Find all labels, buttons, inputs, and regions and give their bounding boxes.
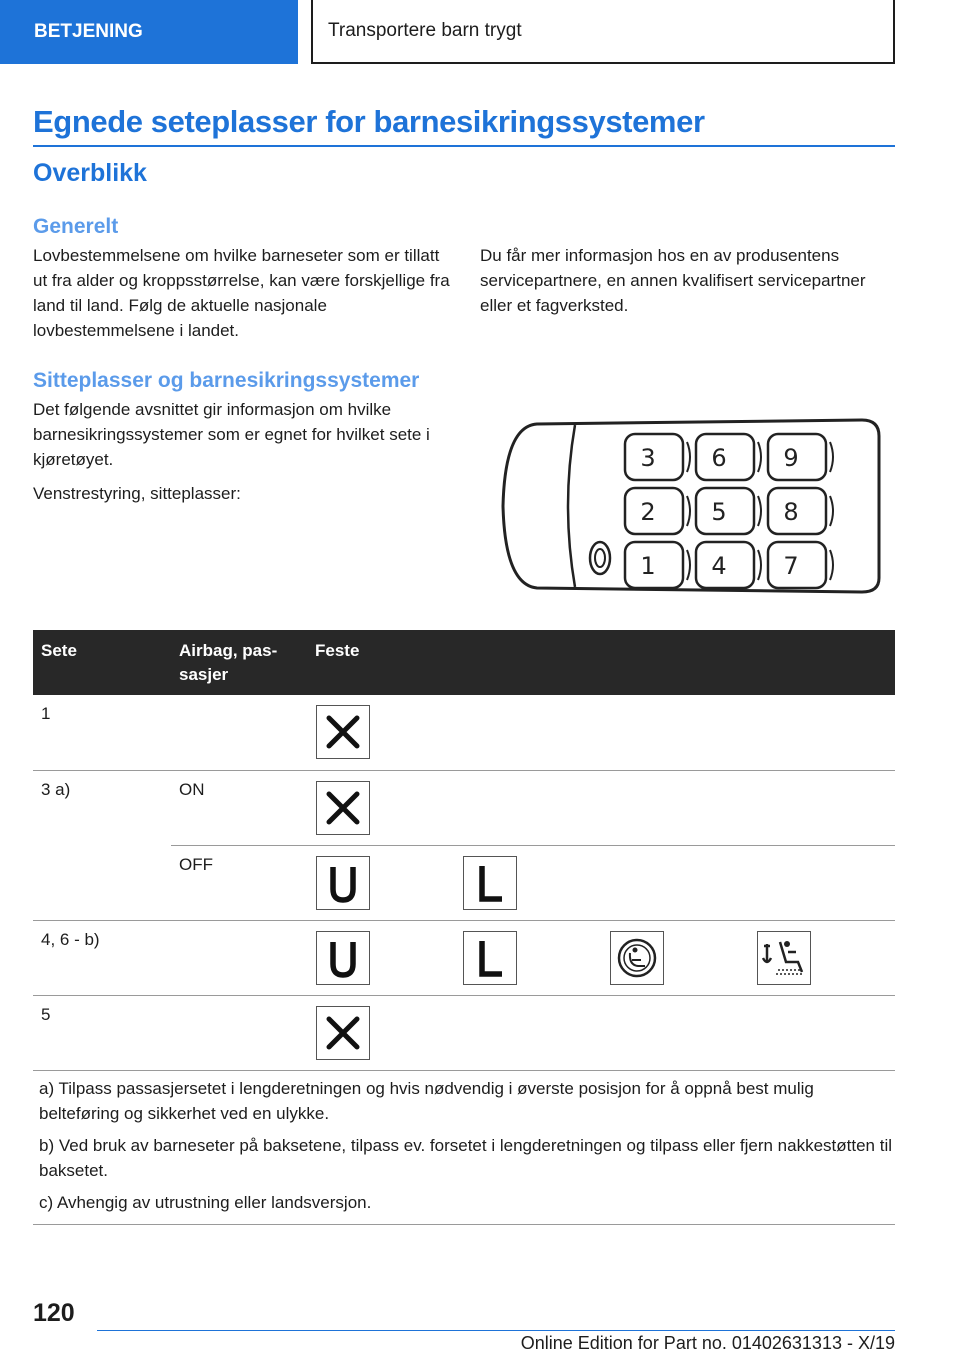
table-row [33, 920, 895, 995]
seats-heading: Sitteplasser og barnesikringssystemer [33, 369, 420, 392]
seats-intro: Det følgende avsnittet gir informasjon om hvilke barnesikringssystemer som er egnet for hvilket sete i kjøretøyet. [33, 400, 430, 469]
universal-u-icon [316, 856, 370, 910]
table-header-row [33, 630, 895, 695]
chapter-tab: BETJENING [0, 0, 298, 64]
footnotes [33, 1076, 895, 1222]
car-front-line [568, 425, 575, 587]
seat-cell: 5 [33, 995, 171, 1070]
header-airbag: Airbag, passasjer [171, 630, 307, 695]
seat-backrest [830, 496, 833, 526]
symbol-cell [454, 920, 601, 995]
not-allowed-icon [316, 781, 370, 835]
footer-rule [97, 1330, 895, 1331]
seat-number: 9 [783, 444, 799, 472]
header-seat: Sete [33, 630, 171, 695]
seat-number: 8 [783, 498, 799, 526]
seat-number: 6 [711, 444, 727, 472]
seat-number: 5 [711, 498, 727, 526]
car-outline [503, 420, 879, 592]
not-allowed-icon [316, 705, 370, 759]
seat-number: 3 [640, 444, 656, 472]
footnote-b: b) Ved bruk av barneseter på baksetene, tilpass ev. forsetet i lengderetningen og tilpass eller fjern nakkestøtten til baksetet. [39, 1136, 893, 1180]
page-title: Egnede seteplasser for barnesikringssystemer [33, 104, 705, 139]
general-left-text: Lovbestemmelsene om hvilke barneseter som er tillatt ut fra alder og kroppsstørrelse, kan være forskjellige fra land til land. Følg de aktuelle nasjonale lovbestemmelsene i landet. [33, 246, 450, 340]
seat-backrest [830, 442, 833, 472]
table-row [33, 995, 895, 1070]
edition-info: Online Edition for Part no. 01402631313 - X/19 [520, 1333, 895, 1353]
seat-cell: 1 [33, 695, 171, 770]
table-row [33, 770, 895, 845]
seat-boxes [625, 434, 833, 588]
general-right-text: Du får mer informasjon hos en av produsentens servicepartnere, en annen kvalifisert servicepartner eller et fagverksted. [480, 246, 866, 315]
steering-wheel-icon [590, 542, 610, 574]
footnote-c: c) Avhengig av utrustning eller landsversjon. [39, 1193, 372, 1212]
seat-cell: 3 a) [33, 770, 171, 920]
seat-backrest [830, 550, 833, 580]
symbol-cell [307, 770, 454, 845]
title-rule [33, 145, 895, 147]
not-allowed-icon [316, 1006, 370, 1060]
airbag-cell: ON [171, 770, 307, 845]
footnote-a: a) Tilpass passasjersetet i lengderetningen og hvis nødvendig i øverste posisjon for å oppnå best mulig belteføring og sikkerhet ved en ulykke. [39, 1079, 814, 1123]
semi-universal-l-icon [463, 931, 517, 985]
seat-backrest [687, 442, 690, 472]
table-row [33, 695, 895, 770]
symbol-cell [454, 845, 601, 920]
seat-cell: 4, 6 - b) [33, 920, 171, 995]
symbol-cell [748, 920, 895, 995]
airbag-cell: OFF [171, 845, 307, 920]
isofix-anchor-icon [757, 931, 811, 985]
seat-backrest [758, 496, 761, 526]
seat-layout-diagram [497, 410, 887, 600]
airbag-cell [171, 995, 307, 1070]
seat-number: 4 [711, 552, 727, 580]
general-heading: Generelt [33, 215, 119, 238]
header-fastening: Feste [307, 630, 895, 695]
symbol-cell [307, 695, 454, 770]
seat-number: 2 [640, 498, 656, 526]
overview-heading: Overblikk [33, 159, 147, 187]
seat-backrest [758, 442, 761, 472]
semi-universal-l-icon [463, 856, 517, 910]
section-title: Transportere barn trygt [311, 0, 895, 64]
airbag-cell [171, 695, 307, 770]
seat-backrest [687, 550, 690, 580]
symbol-cell [307, 920, 454, 995]
lhd-label: Venstrestyring, sitteplasser: [33, 484, 241, 503]
seat-suitability-table [33, 630, 895, 1071]
seat-number: 1 [640, 552, 656, 580]
notes-rule [33, 1224, 895, 1225]
symbol-cell [307, 995, 454, 1070]
universal-u-icon [316, 931, 370, 985]
seat-backrest [758, 550, 761, 580]
seat-backrest [687, 496, 690, 526]
airbag-cell [171, 920, 307, 995]
page-number: 120 [33, 1299, 75, 1327]
symbol-cell [307, 845, 454, 920]
symbol-cell [601, 920, 748, 995]
child-seat-icon [610, 931, 664, 985]
seat-number: 7 [783, 552, 799, 580]
